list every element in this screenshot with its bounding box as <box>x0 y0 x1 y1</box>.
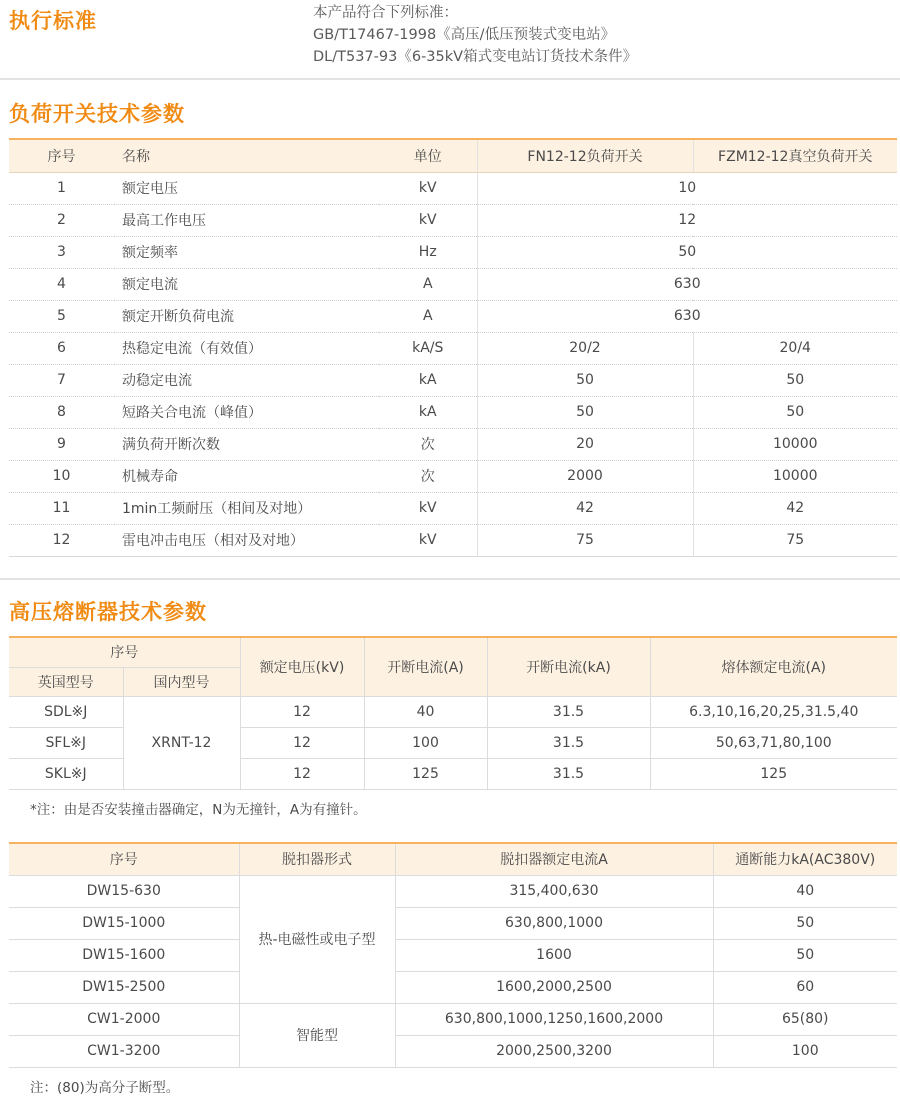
breaker-model: DW15-2500 <box>9 971 239 1003</box>
fuse-uk-model: SFL※J <box>9 727 123 758</box>
breaker-trip-current: 630,800,1000,1250,1600,2000 <box>395 1003 713 1035</box>
breaker-capacity: 100 <box>713 1035 897 1067</box>
breaker-params-table <box>9 842 897 1068</box>
breaker-header-seq: 序号 <box>9 843 239 875</box>
table-row <box>9 971 897 1003</box>
fuse-break-current-a: 40 <box>364 696 487 727</box>
table-row <box>9 524 897 556</box>
switch-fn12-value: 2000 <box>477 460 693 492</box>
breaker-model: CW1-3200 <box>9 1035 239 1067</box>
fuse-section-title: 高压熔断器技术参数 <box>9 600 207 624</box>
switch-seq: 8 <box>9 396 114 428</box>
breaker-trip-current: 1600,2000,2500 <box>395 971 713 1003</box>
table-row <box>9 428 897 460</box>
breaker-header-trip-type: 脱扣器形式 <box>239 843 395 875</box>
breaker-capacity: 40 <box>713 875 897 907</box>
table-row <box>9 492 897 524</box>
fuse-break-current-ka: 31.5 <box>487 758 650 789</box>
switch-fzm12-value: 20/4 <box>693 332 897 364</box>
fuse-uk-model: SDL※J <box>9 696 123 727</box>
switch-name: 额定开断负荷电流 <box>114 300 379 332</box>
table-row <box>9 1003 897 1035</box>
switch-header-fn12: FN12-12负荷开关 <box>477 139 693 172</box>
switch-seq: 12 <box>9 524 114 556</box>
switch-name: 雷电冲击电压（相对及对地） <box>114 524 379 556</box>
switch-fzm12-value: 10000 <box>693 460 897 492</box>
switch-name: 1min工频耐压（相间及对地） <box>114 492 379 524</box>
table-row <box>9 204 897 236</box>
table-row <box>9 907 897 939</box>
fuse-header-rated-voltage: 额定电压(kV) <box>240 637 364 696</box>
switch-name: 机械寿命 <box>114 460 379 492</box>
fuse-header-seq: 序号 <box>9 637 240 667</box>
breaker-trip-type: 热-电磁性或电子型 <box>239 875 395 1003</box>
switch-common-value: 10 <box>477 172 897 204</box>
switch-seq: 11 <box>9 492 114 524</box>
standards-list <box>313 2 637 68</box>
switch-fzm12-value: 75 <box>693 524 897 556</box>
breaker-capacity: 65(80) <box>713 1003 897 1035</box>
switch-unit: Hz <box>379 236 477 268</box>
breaker-capacity: 50 <box>713 939 897 971</box>
standards-title: 执行标准 <box>9 9 97 33</box>
standards-intro: 本产品符合下列标准： <box>313 5 458 21</box>
standard-dl: DL/T537-93《6-35kV箱式变电站订货技术条件》 <box>313 49 638 65</box>
fuse-break-current-a: 100 <box>364 727 487 758</box>
switch-fn12-value: 50 <box>477 364 693 396</box>
switch-name: 额定频率 <box>114 236 379 268</box>
fuse-header-uk-model: 英国型号 <box>9 667 123 696</box>
switch-unit: kA <box>379 364 477 396</box>
breaker-header-trip-current: 脱扣器额定电流A <box>395 843 713 875</box>
fuse-header-row <box>9 637 897 667</box>
switch-name: 满负荷开断次数 <box>114 428 379 460</box>
switch-seq: 1 <box>9 172 114 204</box>
fuse-rated-voltage: 12 <box>240 696 364 727</box>
standard-gb: GB/T17467-1998《高压/低压预装式变电站》 <box>313 27 616 43</box>
switch-seq: 10 <box>9 460 114 492</box>
fuse-break-current-ka: 31.5 <box>487 696 650 727</box>
breaker-model: CW1-2000 <box>9 1003 239 1035</box>
fuse-rated-current: 50,63,71,80,100 <box>650 727 897 758</box>
fuse-rated-current: 6.3,10,16,20,25,31.5,40 <box>650 696 897 727</box>
switch-unit: 次 <box>379 460 477 492</box>
switch-fn12-value: 20 <box>477 428 693 460</box>
switch-seq: 7 <box>9 364 114 396</box>
fuse-uk-model: SKL※J <box>9 758 123 789</box>
switch-seq: 9 <box>9 428 114 460</box>
switch-header-fzm12: FZM12-12真空负荷开关 <box>693 139 897 172</box>
switch-header-unit: 单位 <box>379 139 477 172</box>
table-row <box>9 300 897 332</box>
fuse-params-table <box>9 636 897 790</box>
switch-fzm12-value: 50 <box>693 396 897 428</box>
switch-unit: A <box>379 268 477 300</box>
breaker-model: DW15-1600 <box>9 939 239 971</box>
fuse-header-cn-model: 国内型号 <box>123 667 240 696</box>
table-row <box>9 875 897 907</box>
switch-unit: kA <box>379 396 477 428</box>
table-row <box>9 364 897 396</box>
switch-name: 额定电流 <box>114 268 379 300</box>
switch-common-value: 630 <box>477 268 897 300</box>
table-row <box>9 332 897 364</box>
divider <box>0 578 900 580</box>
switch-fzm12-value: 50 <box>693 364 897 396</box>
switch-name: 动稳定电流 <box>114 364 379 396</box>
breaker-model: DW15-1000 <box>9 907 239 939</box>
switch-fn12-value: 42 <box>477 492 693 524</box>
switch-common-value: 50 <box>477 236 897 268</box>
switch-seq: 5 <box>9 300 114 332</box>
switch-unit: kV <box>379 172 477 204</box>
fuse-header-break-current-ka: 开断电流(kA) <box>487 637 650 696</box>
breaker-trip-current: 630,800,1000 <box>395 907 713 939</box>
switch-header-name: 名称 <box>114 139 379 172</box>
table-row <box>9 1035 897 1067</box>
switch-seq: 3 <box>9 236 114 268</box>
breaker-model: DW15-630 <box>9 875 239 907</box>
switch-section-title: 负荷开关技术参数 <box>9 102 185 126</box>
switch-fn12-value: 50 <box>477 396 693 428</box>
switch-unit: kV <box>379 492 477 524</box>
breaker-trip-current: 315,400,630 <box>395 875 713 907</box>
switch-unit: A <box>379 300 477 332</box>
divider <box>0 78 900 80</box>
fuse-rated-voltage: 12 <box>240 758 364 789</box>
fuse-break-current-ka: 31.5 <box>487 727 650 758</box>
breaker-capacity: 60 <box>713 971 897 1003</box>
switch-name: 热稳定电流（有效值） <box>114 332 379 364</box>
breaker-note: 注：(80)为高分子断型。 <box>30 1080 180 1096</box>
switch-name: 短路关合电流（峰值） <box>114 396 379 428</box>
fuse-note: *注：由是否安装撞击器确定，N为无撞针，A为有撞针。 <box>30 802 367 818</box>
breaker-header-row <box>9 843 897 875</box>
switch-common-value: 630 <box>477 300 897 332</box>
fuse-break-current-a: 125 <box>364 758 487 789</box>
switch-fzm12-value: 42 <box>693 492 897 524</box>
switch-name: 额定电压 <box>114 172 379 204</box>
switch-unit: kV <box>379 204 477 236</box>
fuse-header-rated-current: 熔体额定电流(A) <box>650 637 897 696</box>
breaker-trip-current: 1600 <box>395 939 713 971</box>
breaker-header-capacity: 通断能力kA(AC380V) <box>713 843 897 875</box>
switch-seq: 6 <box>9 332 114 364</box>
switch-fzm12-value: 10000 <box>693 428 897 460</box>
switch-fn12-value: 75 <box>477 524 693 556</box>
breaker-trip-type: 智能型 <box>239 1003 395 1067</box>
switch-header-row <box>9 139 897 172</box>
switch-seq: 2 <box>9 204 114 236</box>
breaker-trip-current: 2000,2500,3200 <box>395 1035 713 1067</box>
switch-params-table <box>9 138 897 557</box>
switch-unit: kA/S <box>379 332 477 364</box>
fuse-header-break-current-a: 开断电流(A) <box>364 637 487 696</box>
breaker-capacity: 50 <box>713 907 897 939</box>
switch-seq: 4 <box>9 268 114 300</box>
table-row <box>9 236 897 268</box>
switch-name: 最高工作电压 <box>114 204 379 236</box>
switch-unit: 次 <box>379 428 477 460</box>
fuse-rated-current: 125 <box>650 758 897 789</box>
switch-unit: kV <box>379 524 477 556</box>
switch-fn12-value: 20/2 <box>477 332 693 364</box>
table-row <box>9 696 897 727</box>
switch-common-value: 12 <box>477 204 897 236</box>
table-row <box>9 460 897 492</box>
switch-header-seq: 序号 <box>9 139 114 172</box>
fuse-rated-voltage: 12 <box>240 727 364 758</box>
table-row <box>9 396 897 428</box>
table-row <box>9 939 897 971</box>
table-row <box>9 268 897 300</box>
table-row <box>9 172 897 204</box>
fuse-cn-model: XRNT-12 <box>123 696 240 789</box>
